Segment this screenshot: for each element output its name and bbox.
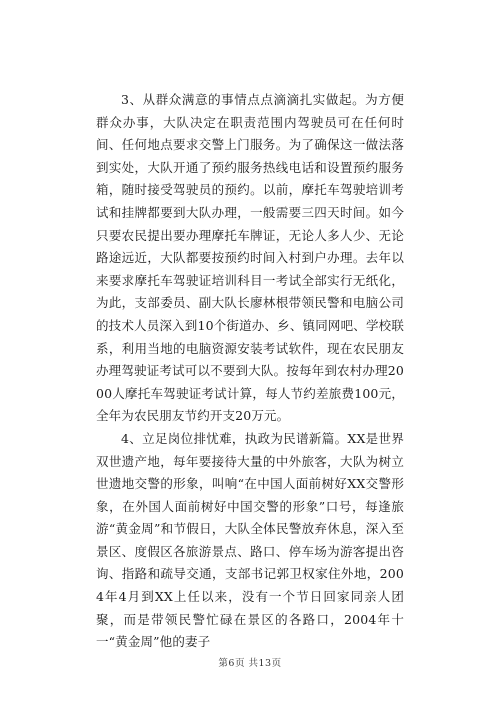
paragraph-4: 4、立足岗位排忧难，执政为民谱新篇。XX是世界双世遗产地，每年要接待大量的中外旅客，大队为树立世遗地交警的形象，叫响“在中国人面前树好XX交警形象，在外国人面前树好中国交警的形象”口号，每逢旅游“黄金周”和节假日，大队全体民警放弃休息，深入至景区、度假区各旅游景点、路口、停车场为游客提出咨询、指路和疏导交通，支部书记郭卫权家住外地，2004年4月到XX上任以来，没有一个节日回家同亲人团聚，而是带领民警忙碌在景区的各路口，2004年十一“黄金周”他的妻子 [96,430,404,650]
document-body [96,89,404,654]
page-number-footer: 第6页 共13页 [218,658,282,669]
paragraph-3: 3、从群众满意的事情点点滴滴扎实做起。为方便群众办事，大队决定在职责范围内驾驶员可在任何时间、任何地点要求交警上门服务。为了确保这一做法落到实处，大队开通了预约服务热线电话和设置预约服务箱，随时接受驾驶员的预约。以前，摩托车驾驶培训考试和挂牌都要到大队办理，一般需要三四天时间。如今只要农民提出要办理摩托车牌证，无论人多人少、无论路途远近，大队都要按预约时间入村到户办理。去年以来要求摩托车驾驶证培训科目一考试全部实行无纸化，为此，支部委员、副大队长廖林根带领民警和电脑公司的技术人员深入到10个街道办、乡、镇同网吧、学校联系，利用当地的电脑资源安装考试软件，现在农民朋友办理驾驶证考试可以不要到大队。按每年到农村办理2000人摩托车驾驶证考试计算，每人节约差旅费100元，全年为农民朋友节约开支20万元。 [96,92,404,424]
